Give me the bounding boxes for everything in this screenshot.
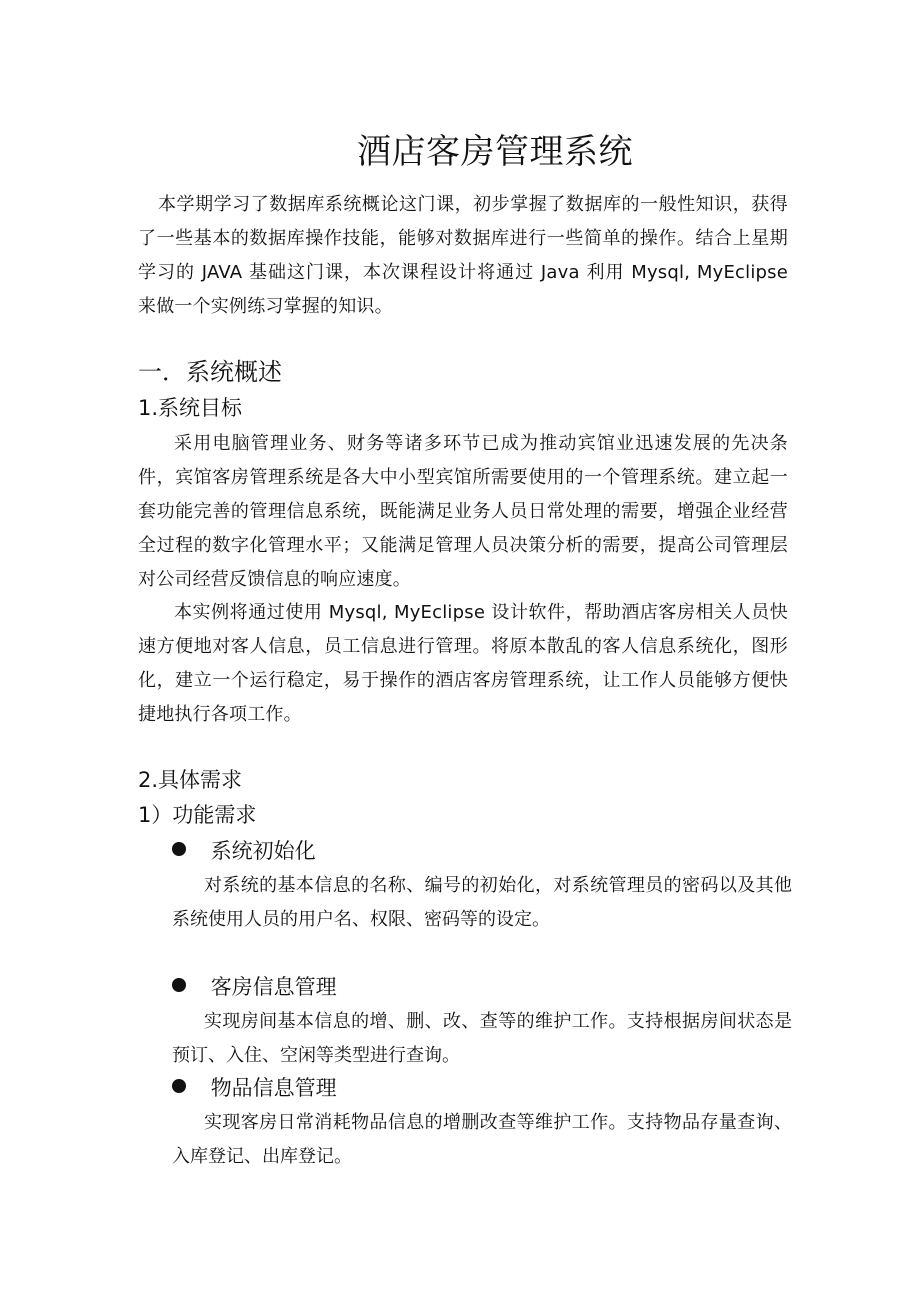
bullet-label: 客房信息管理 — [210, 975, 337, 999]
section-heading-overview: 一．系统概述 — [138, 358, 282, 386]
bullet-description: 实现房间基本信息的增、删、改、查等的维护工作。支持根据房间状态是预订、入住、空闲等类型进行查询。 — [172, 1011, 792, 1066]
intro-paragraph: 本学期学习了数据库系统概论这门课，初步掌握了数据库的一般性知识，获得了一些基本的数据库操作技能，能够对数据库进行一些简单的操作。结合上星期学习的 JAVA 基础这门课，本次课程设计将通过 Java 利用 Mysql, MyEclipse 来做一个实例练习掌握的知识。 — [138, 194, 788, 317]
goals-paragraph-2: 本实例将通过使用 Mysql, MyEclipse 设计软件，帮助酒店客房相关人员快速方便地对客人信息，员工信息进行管理。将原本散乱的客人信息系统化，图形化，建立一个运行稳定，易于操作的酒店客房管理系统，让工作人员能够方便快捷地执行各项工作。 — [138, 602, 788, 725]
goals-paragraph-1: 采用电脑管理业务、财务等诸多环节已成为推动宾馆业迅速发展的先决条件，宾馆客房管理系统是各大中小型宾馆所需要使用的一个管理系统。建立起一套功能完善的管理信息系统，既能满足业务人员日常处理的需要，增强企业经营全过程的数字化管理水平；又能满足管理人员决策分析的需要，提高公司管理层对公司经营反馈信息的响应速度。 — [138, 433, 788, 590]
bullet-dot-icon — [172, 1079, 186, 1093]
bullet-dot-icon — [172, 978, 186, 992]
bullet-dot-icon — [172, 842, 186, 856]
subsection-heading-goals: 1.系统目标 — [138, 396, 243, 420]
bullet-label: 物品信息管理 — [210, 1076, 337, 1100]
bullet-description: 对系统的基本信息的名称、编号的初始化，对系统管理员的密码以及其他系统使用人员的用户名、权限、密码等的设定。 — [172, 875, 792, 930]
document-title: 酒店客房管理系统 — [357, 132, 633, 172]
bullet-item-system-init — [172, 834, 316, 867]
bullet-item-goods-info — [172, 1071, 337, 1104]
bullet-item-room-info — [172, 970, 337, 1003]
bullet-label: 系统初始化 — [210, 839, 316, 863]
function-requirements-heading: 1）功能需求 — [138, 803, 257, 827]
bullet-description: 实现客房日常消耗物品信息的增删改查等维护工作。支持物品存量查询、入库登记、出库登记。 — [172, 1112, 792, 1167]
subsection-heading-requirements: 2.具体需求 — [138, 768, 243, 792]
